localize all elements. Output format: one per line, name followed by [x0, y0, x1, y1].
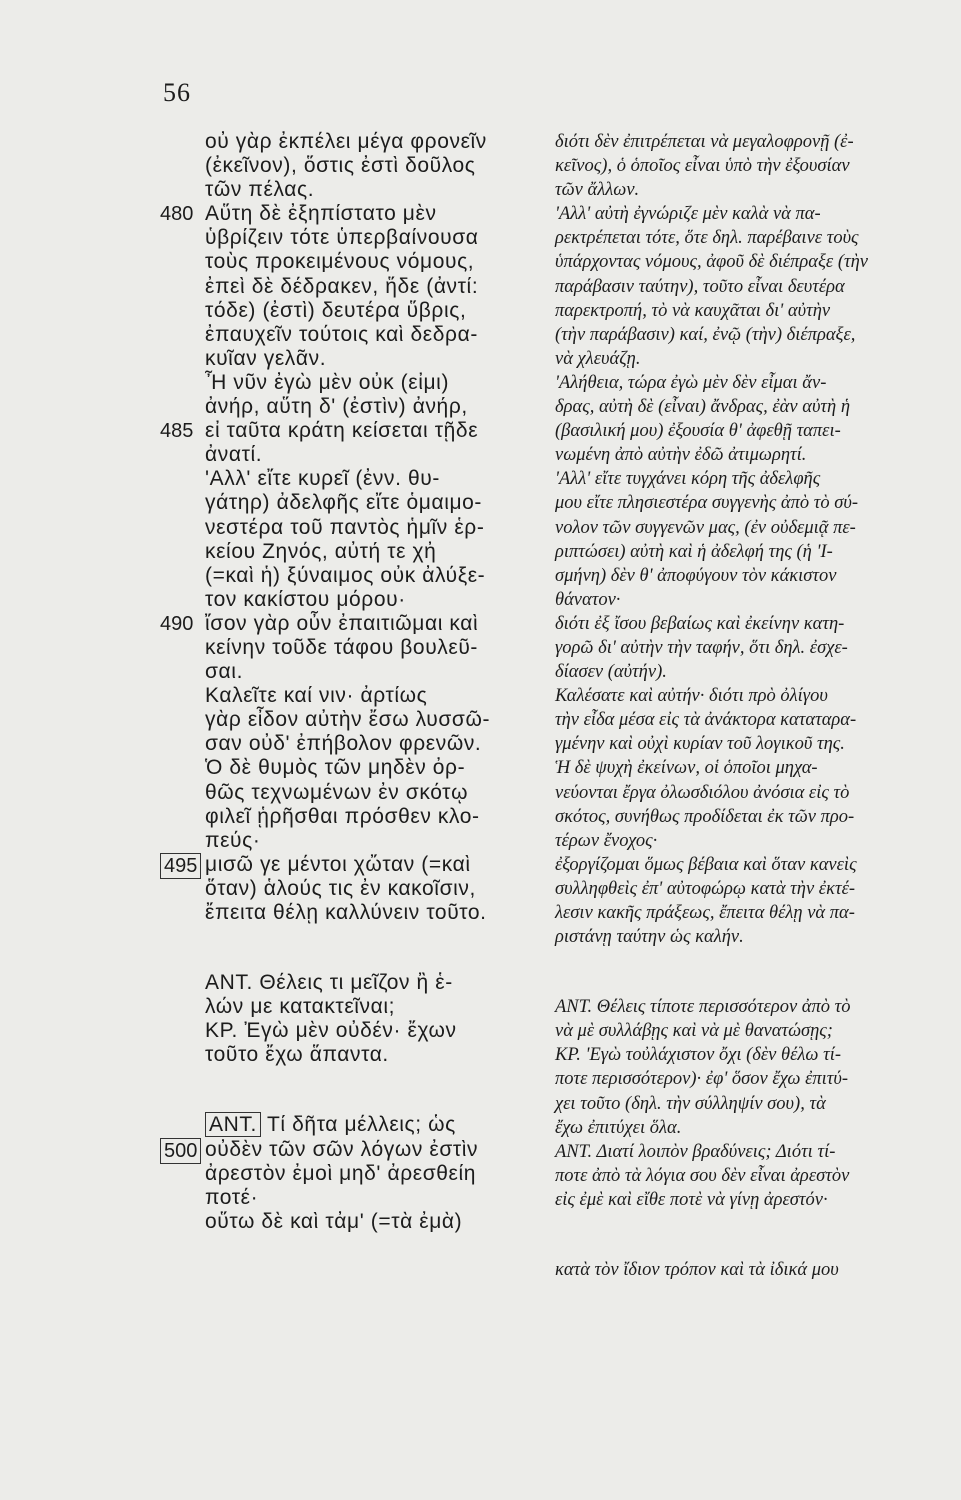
translation-line: σκότος, συνήθως προδίδεται ἐκ τῶν προ-	[555, 806, 855, 827]
greek-line	[150, 612, 530, 636]
greek-line	[150, 299, 530, 323]
translation-line: Καλέσατε καὶ αὐτήν· διότι πρὸ ὀλίγου	[555, 686, 828, 707]
greek-line	[150, 443, 530, 467]
greek-line	[150, 1186, 530, 1210]
greek-line	[150, 829, 530, 853]
translation-line: Ἡ δὲ ψυχὴ ἐκείνων, οἱ ὁποῖοι μηχα-	[555, 758, 818, 779]
greek-line	[150, 1210, 530, 1234]
greek-line-text: ἐπεὶ δὲ δέδρακεν, ἥδε (ἀντί:	[205, 274, 479, 298]
greek-line-text: ἀνατί.	[205, 443, 263, 467]
greek-line	[150, 660, 530, 684]
translation-line: τῶν ἄλλων.	[555, 180, 640, 201]
translation-line: ΑΝΤ. Διατί λοιπὸν βραδύνεις; Διότι τί-	[555, 1141, 836, 1162]
greek-line-text: (=καὶ ἡ) ξύναιμος οὐκ ἀλύξε-	[205, 563, 486, 587]
translation-line: ποτε ἀπὸ τὰ λόγια σου δὲν εἶναι ἀρεστὸν	[555, 1165, 850, 1186]
greek-line	[150, 419, 530, 443]
greek-line-text: ὅταν) ἁλούς τις ἐν κακοῖσιν,	[205, 876, 476, 900]
greek-line	[150, 154, 530, 178]
greek-line-text: τοὺς προκειμένους νόμους,	[205, 250, 475, 274]
greek-line-text: κείου Ζηνός, αὐτή τε χἠ	[205, 539, 437, 563]
greek-line	[150, 467, 530, 491]
greek-line	[150, 516, 530, 540]
translation-line: τὴν εἶδα μέσα εἰς τὰ ἀνάκτορα καταταρα-	[555, 710, 857, 731]
line-number: 490	[160, 612, 194, 635]
greek-line-text: ἐπαυχεῖν τούτοις καὶ δεδρα-	[205, 322, 478, 346]
translation-line: (βασιλική μου) ἐξουσία θ' ἀφεθῇ ταπει-	[555, 421, 841, 442]
greek-line-text: ἀνήρ, αὕτη δ' (ἐστὶν) ἀνήρ,	[205, 395, 468, 419]
greek-line-text: Ὁ δὲ θυμὸς τῶν μηδὲν ὀρ-	[205, 756, 466, 780]
greek-line	[150, 226, 530, 250]
greek-line	[150, 347, 530, 371]
translation-line: εἰς ἐμὲ καὶ εἴθε ποτὲ νὰ γίνῃ ἀρεστόν·	[555, 1189, 828, 1210]
greek-line	[150, 877, 530, 901]
greek-line	[150, 732, 530, 756]
greek-line	[150, 395, 530, 419]
greek-line-text: θῶς τεχνωμένων ἐν σκότῳ	[205, 780, 469, 804]
greek-line-text: ἴσον γὰρ οὖν ἐπαιτιῶμαι καὶ	[205, 611, 479, 635]
translation-line: νὰ μὲ συλλάβῃς καὶ νὰ μὲ θανατώσῃς;	[555, 1021, 833, 1042]
line-number: 485	[160, 420, 194, 443]
greek-line-text: κείνην τοῦδε τάφου βουλεῦ-	[205, 635, 479, 659]
greek-line-text: ΚΡ. Ἐγὼ μὲν οὐδέν· ἔχων	[205, 1019, 457, 1043]
greek-line-text: πεύς·	[205, 828, 261, 852]
greek-line	[150, 995, 530, 1019]
greek-line	[150, 564, 530, 588]
greek-line-text: ποτέ·	[205, 1185, 259, 1209]
translation-line: δίασεν (αὐτήν).	[555, 662, 667, 683]
translation-line: συλληφθεὶς ἐπ' αὐτοφώρῳ κατὰ τὴν ἐκτέ-	[555, 878, 856, 899]
greek-line-text: τοῦτο ἔχω ἅπαντα.	[205, 1043, 389, 1067]
greek-line-text: 'Αλλ' εἴτε κυρεῖ (ἐνν. θυ-	[205, 467, 440, 491]
greek-line-text: ἀρεστὸν ἐμοὶ μηδ' ἀρεσθείη	[205, 1161, 477, 1185]
greek-line-text: εἰ ταῦτα κράτη κείσεται τῇδε	[205, 419, 479, 443]
greek-line-text: οὐδὲν τῶν σῶν λόγων ἐστὶν	[205, 1137, 479, 1161]
line-number: 480	[160, 203, 194, 226]
greek-line-text: μισῶ γε μέντοι χὤταν (=καὶ	[205, 852, 471, 876]
translation-line: γορῶ δι' αὐτὴν τὴν ταφήν, ὅτι δηλ. ἐσχε-	[555, 637, 848, 658]
translation-line: νωμένη ἀπὸ αὐτὴν ἐδῶ ἀτιμωρητί.	[555, 445, 807, 466]
translation-line: 'Αλλ' εἴτε τυγχάνει κόρη τῆς ἀδελφῆς	[555, 469, 821, 490]
greek-line-text: τῶν πέλας.	[205, 178, 315, 202]
greek-line-text: σαν οὐδ' ἐπήβολον φρενῶν.	[205, 732, 482, 756]
translation-line: ριστάνῃ ταύτην ὡς καλήν.	[555, 927, 744, 948]
greek-line	[150, 1043, 530, 1067]
greek-line	[150, 491, 530, 515]
translation-line: ΑΝΤ. Θέλεις τίποτε περισσότερον ἀπὸ τὸ	[555, 997, 851, 1018]
translation-line: ἔχω ἐπιτύχει ὅλα.	[555, 1117, 682, 1138]
greek-line-text: Αὕτη δὲ ἐξηπίστατο μὲν	[205, 202, 437, 226]
greek-line	[150, 901, 530, 925]
greek-line	[150, 853, 530, 877]
speaker-label: ΑΝΤ.	[205, 1112, 261, 1137]
greek-line-text: σαι.	[205, 660, 244, 684]
greek-line	[150, 1019, 530, 1043]
line-number: 500	[160, 1138, 201, 1164]
translation-line: (τὴν παράβασιν) καί, ἐνῷ (τὴν) διέπραξε,	[555, 324, 856, 345]
greek-line-text: οὕτω δὲ καὶ τἀμ' (=τὰ ἐμὰ)	[205, 1209, 463, 1233]
translation-line: κατὰ τὸν ἴδιον τρόπον καὶ τὰ ἰδικά μου	[555, 1260, 839, 1281]
translation-line: διότι ἐξ ἴσου βεβαίως καὶ ἐκείνην κατη-	[555, 613, 845, 634]
greek-line	[150, 371, 530, 395]
translation-line: ρεκτρέπεται τότε, ὅτε δηλ. παρέβαινε τοὺς	[555, 228, 859, 249]
translation-line: θάνατον·	[555, 589, 621, 610]
greek-line	[150, 588, 530, 612]
greek-line-text: ΑΝΤ. Θέλεις τι μεῖζον ἢ ἑ-	[205, 971, 453, 995]
greek-line-text: γὰρ εἶδον αὐτὴν ἔσω λυσσῶ-	[205, 708, 491, 732]
greek-line-text: Καλεῖτε καί νιν· ἀρτίως	[205, 684, 428, 708]
translation-line: κεῖνος), ὁ ὁποῖος εἶναι ὑπὸ τὴν ἐξουσίαν	[555, 156, 850, 177]
greek-line-text: Ἦ νῦν ἐγὼ μὲν οὐκ (εἰμι)	[205, 370, 450, 394]
greek-line	[150, 130, 530, 154]
greek-line	[150, 275, 530, 299]
translation-line: νολον τῶν συγγενῶν μας, (ἐν οὐδεμιᾷ πε-	[555, 517, 856, 538]
translation-line: τέρων ἔνοχος·	[555, 830, 658, 851]
greek-line-text: λών με κατακτεῖναι;	[205, 995, 396, 1019]
translation-line: νὰ χλευάζῃ.	[555, 348, 641, 369]
greek-line	[150, 1162, 530, 1186]
translation-line: ριπτώσει) αὐτὴ καὶ ἡ ἀδελφή της (ἡ 'Ι-	[555, 541, 833, 562]
greek-line	[150, 756, 530, 780]
greek-line	[150, 805, 530, 829]
greek-line	[150, 178, 530, 202]
line-number: 495	[160, 853, 201, 879]
translation-line: παρεκτροπή, τὸ νὰ καυχᾶται δι' αὐτὴν	[555, 300, 831, 321]
translation-line: σμήνη) δὲν θ' ἀποφύγουν τὸν κάκιστον	[555, 565, 837, 586]
greek-line	[150, 781, 530, 805]
greek-line-text: γάτηρ) ἀδελφῆς εἴτε ὁμαιμο-	[205, 491, 483, 515]
greek-line	[150, 202, 530, 226]
translation-line: ἐξοργίζομαι ὅμως βέβαια καὶ ὅταν κανεὶς	[555, 854, 857, 875]
greek-line	[150, 323, 530, 347]
greek-line	[150, 1138, 530, 1162]
translation-line: γμένην καὶ οὐχὶ κυρίαν τοῦ λογικοῦ της.	[555, 734, 845, 755]
greek-line-text: οὐ γὰρ ἐκπέλει μέγα φρονεῖν	[205, 130, 487, 153]
translation-line: 'Αλλ' αὐτὴ ἐγνώριζε μὲν καλὰ νὰ πα-	[555, 204, 821, 225]
translation-line: μου εἴτε πλησιεστέρα συγγενὴς ἀπὸ τὸ σύ-	[555, 493, 859, 514]
translation-line: 'Αλήθεια, τώρα ἐγὼ μὲν δὲν εἶμαι ἄν-	[555, 372, 827, 393]
greek-line	[150, 1113, 530, 1137]
greek-line-text: νεστέρα τοῦ παντὸς ἡμῖν ἑρ-	[205, 515, 485, 539]
greek-line	[150, 250, 530, 274]
translation-line: ὑπάρχοντας νόμους, ἀφοῦ δὲ διέπραξε (τὴν	[555, 252, 868, 273]
translation-column	[555, 130, 950, 1282]
translation-line: λεσιν κακῆς πράξεως, ἔπειτα θέλῃ νὰ πα-	[555, 903, 855, 923]
translation-line: νεύονται ἔργα ὀλωσδιόλου ἀνόσια εἰς τὸ	[555, 782, 850, 803]
greek-line-text: κυῖαν γελᾶν.	[205, 346, 327, 370]
greek-line-text: (ἐκεῖνον), ὅστις ἐστὶ δοῦλος	[205, 154, 476, 178]
greek-line-text: τον κακίστου μόρου·	[205, 587, 406, 611]
greek-line	[150, 540, 530, 564]
translation-line: χει τοῦτο (δηλ. τὴν σύλληψίν σου), τὰ	[555, 1093, 826, 1114]
greek-line	[150, 636, 530, 660]
translation-line: παράβασιν ταύτην), τοῦτο εἶναι δευτέρα	[555, 276, 845, 297]
translation-line: δρας, αὐτὴ δὲ (εἶναι) ἄνδρας, ἐὰν αὐτὴ ἡ	[555, 397, 851, 418]
greek-line-text: ἔπειτα θέλῃ καλλύνειν τοῦτο.	[205, 901, 487, 924]
greek-line	[150, 708, 530, 732]
greek-line-text: ὑβρίζειν τότε ὑπερβαίνουσα	[205, 226, 479, 250]
page-number: 56	[163, 78, 191, 107]
translation-line: διότι δὲν ἐπιτρέπεται νὰ μεγαλοφρονῇ (ἐ-	[555, 132, 854, 152]
greek-text-column	[150, 130, 530, 1234]
translation-line: ποτε περισσότερον)· ἐφ' ὅσον ἔχω ἐπιτύ-	[555, 1069, 849, 1090]
greek-line-text: φιλεῖ ᾑρῆσθαι πρόσθεν κλο-	[205, 804, 480, 828]
translation-line: ΚΡ. 'Εγὼ τοὐλάχιστον ὄχι (δὲν θέλω τί-	[555, 1045, 841, 1066]
greek-line-text: Τί δῆτα μέλλεις; ὡς	[267, 1113, 456, 1137]
greek-line-text: τόδε) (ἐστὶ) δευτέρα ὕβρις,	[205, 298, 467, 322]
greek-line	[150, 971, 530, 995]
greek-line	[150, 684, 530, 708]
